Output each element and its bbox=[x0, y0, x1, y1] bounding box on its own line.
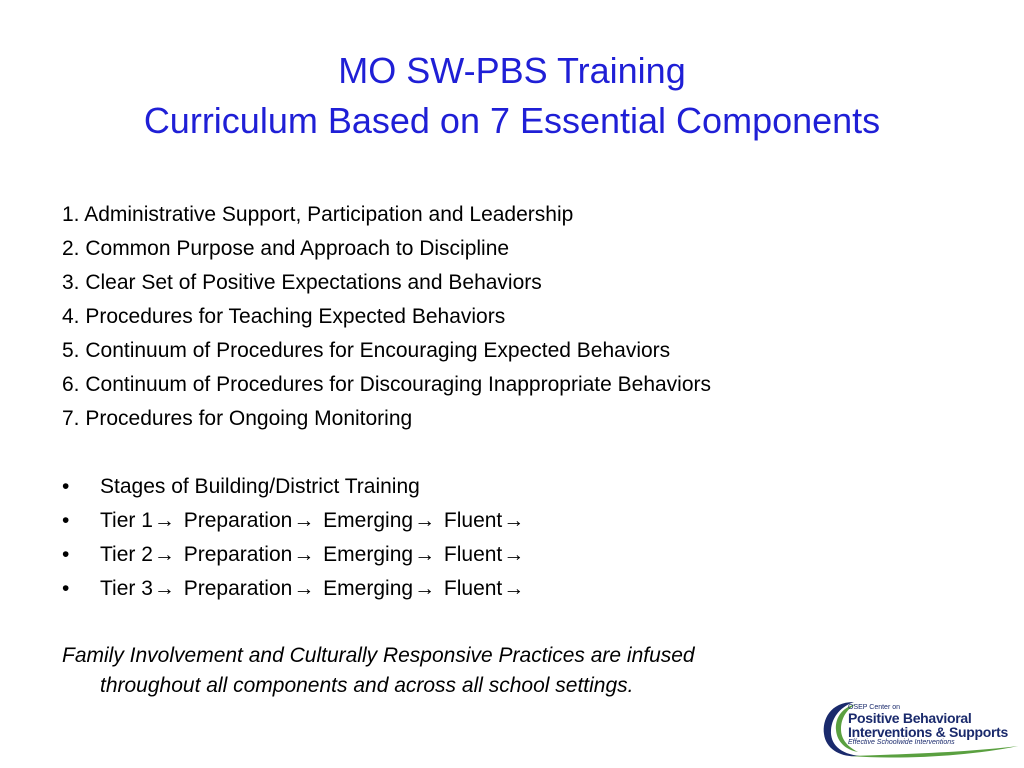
slide-title bbox=[0, 46, 1024, 146]
component-item: 7. Procedures for Ongoing Monitoring bbox=[62, 407, 413, 430]
stage-step: Preparation bbox=[183, 543, 293, 566]
component-item: 2. Common Purpose and Approach to Discipline bbox=[62, 237, 510, 260]
arrow-right-icon: → bbox=[293, 509, 315, 532]
logo-line-1: Positive Behavioral bbox=[848, 710, 972, 726]
logo-tagline: Effective Schoolwide Interventions bbox=[848, 739, 955, 746]
note-line-1: Family Involvement and Culturally Responsive Practices are infused bbox=[62, 644, 695, 667]
title-line-1: MO SW-PBS Training bbox=[338, 50, 686, 91]
stage-step: Emerging bbox=[323, 577, 414, 600]
components-list bbox=[62, 198, 982, 436]
bullet-marker: • bbox=[62, 577, 70, 600]
arrow-right-icon: → bbox=[414, 577, 436, 600]
bullet-item-stages bbox=[62, 470, 962, 504]
arrow-right-icon: → bbox=[503, 543, 525, 566]
stage-step: Preparation bbox=[183, 509, 293, 532]
stage-step: Emerging bbox=[323, 509, 414, 532]
bullet-marker: • bbox=[62, 543, 70, 566]
pbis-logo-text bbox=[848, 704, 1008, 746]
arrow-right-icon: → bbox=[153, 509, 175, 532]
stage-step: Emerging bbox=[323, 543, 414, 566]
tier-label: Tier 1 bbox=[100, 509, 153, 532]
stage-step: Fluent bbox=[443, 543, 503, 566]
tier-label: Tier 2 bbox=[100, 543, 153, 566]
component-item: 6. Continuum of Procedures for Discouraging Inappropriate Behaviors bbox=[62, 373, 712, 396]
arrow-right-icon: → bbox=[153, 543, 175, 566]
stage-step: Preparation bbox=[183, 577, 293, 600]
arrow-right-icon: → bbox=[414, 543, 436, 566]
arrow-right-icon: → bbox=[503, 509, 525, 532]
logo-line-2: Interventions & Supports bbox=[848, 724, 1009, 740]
training-stages-list bbox=[62, 470, 962, 606]
family-involvement-note bbox=[62, 641, 962, 701]
bullet-item-tier-3 bbox=[62, 572, 962, 606]
stage-step: Fluent bbox=[443, 509, 503, 532]
title-line-2: Curriculum Based on 7 Essential Components bbox=[143, 100, 881, 141]
bullet-text: Stages of Building/District Training bbox=[100, 475, 420, 498]
component-item: 4. Procedures for Teaching Expected Behaviors bbox=[62, 305, 506, 328]
arrow-right-icon: → bbox=[293, 543, 315, 566]
note-line-2: throughout all components and across all school settings. bbox=[100, 674, 634, 697]
arrow-right-icon: → bbox=[414, 509, 436, 532]
tier-label: Tier 3 bbox=[100, 577, 153, 600]
bullet-item-tier-1 bbox=[62, 504, 962, 538]
component-item: 3. Clear Set of Positive Expectations and Behaviors bbox=[62, 271, 542, 294]
arrow-right-icon: → bbox=[503, 577, 525, 600]
pbis-logo bbox=[820, 698, 1020, 760]
bullet-item-tier-2 bbox=[62, 538, 962, 572]
stage-step: Fluent bbox=[443, 577, 503, 600]
component-item: 1. Administrative Support, Participation and Leadership bbox=[62, 203, 574, 226]
component-item: 5. Continuum of Procedures for Encouraging Expected Behaviors bbox=[62, 339, 671, 362]
arrow-right-icon: → bbox=[153, 577, 175, 600]
bullet-marker: • bbox=[62, 509, 70, 532]
logo-osep-text: OSEP Center on bbox=[848, 704, 901, 711]
bullet-marker: • bbox=[62, 475, 70, 498]
arrow-right-icon: → bbox=[293, 577, 315, 600]
